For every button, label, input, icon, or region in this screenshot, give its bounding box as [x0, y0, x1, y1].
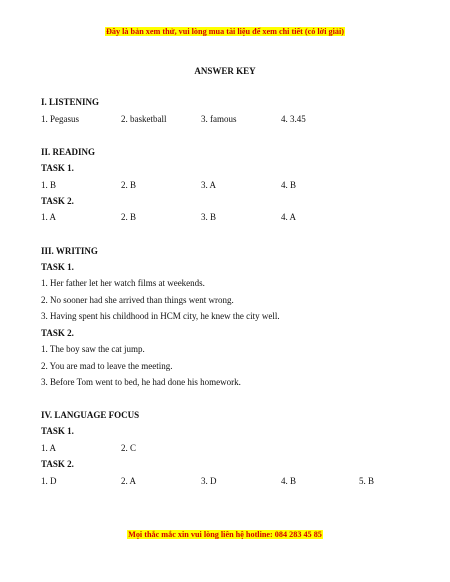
language-focus-task2-answer-5: 5. B: [359, 476, 375, 486]
language-focus-task1-answers-row: [41, 443, 421, 455]
language-focus-heading: IV. LANGUAGE FOCUS: [41, 410, 140, 420]
listening-answers-row: [41, 114, 421, 126]
reading-task1-answers-row: [41, 180, 421, 192]
language-focus-task2-answer-2: 2. A: [121, 476, 137, 486]
reading-task2-answer-2: 2. B: [121, 212, 137, 222]
language-focus-task2-answer-4: 4. B: [281, 476, 297, 486]
language-focus-task1-label: TASK 1.: [41, 426, 74, 436]
reading-task1-answer-2: 2. B: [121, 180, 137, 190]
writing-heading: III. WRITING: [41, 246, 98, 256]
reading-heading: II. READING: [41, 147, 96, 157]
reading-task1-answer-4: 4. B: [281, 180, 297, 190]
writing-task1-line-2: 2. No sooner had she arrived than things went wrong.: [41, 295, 234, 305]
language-focus-task2-label: TASK 2.: [41, 459, 74, 469]
reading-task1-label: TASK 1.: [41, 163, 74, 173]
reading-task1-answer-3: 3. A: [201, 180, 217, 190]
writing-task1-line-3: 3. Having spent his childhood in HCM city, he knew the city well.: [41, 311, 280, 321]
language-focus-task2-answers-row: [41, 476, 421, 488]
writing-task2-line-2: 2. You are mad to leave the meeting.: [41, 361, 173, 371]
listening-answer-2: 2. basketball: [121, 114, 167, 124]
listening-answer-1: 1. Pegasus: [41, 114, 79, 124]
reading-task2-label: TASK 2.: [41, 196, 74, 206]
writing-task2-line-1: 1. The boy saw the cat jump.: [41, 344, 145, 354]
reading-task1-answer-1: 1. B: [41, 180, 57, 190]
footer-notice-text: Mọi thắc mắc xin vui lòng liên hệ hotline: 084 283 45 85: [128, 530, 322, 539]
listening-answer-3: 3. famous: [201, 114, 237, 124]
language-focus-task1-answer-1: 1. A: [41, 443, 57, 453]
writing-task1-line-1: 1. Her father let her watch films at weekends.: [41, 278, 205, 288]
reading-task2-answers-row: [41, 212, 421, 224]
writing-task2-line-3: 3. Before Tom went to bed, he had done his homework.: [41, 377, 241, 387]
reading-task2-answer-4: 4. A: [281, 212, 297, 222]
listening-answer-4: 4. 3.45: [281, 114, 306, 124]
writing-task1-label: TASK 1.: [41, 262, 74, 272]
header-notice-text: Đây là bản xem thử, vui lòng mua tài liệu để xem chi tiết (có lời giải): [105, 27, 344, 36]
language-focus-task2-answer-1: 1. D: [41, 476, 57, 486]
writing-task2-label: TASK 2.: [41, 328, 74, 338]
footer-notice: [0, 530, 450, 539]
page-title: ANSWER KEY: [194, 66, 256, 76]
language-focus-task1-answer-2: 2. C: [121, 443, 137, 453]
listening-heading: I. LISTENING: [41, 97, 100, 107]
reading-task2-answer-3: 3. B: [201, 212, 217, 222]
language-focus-task2-answer-3: 3. D: [201, 476, 217, 486]
header-notice: [0, 27, 450, 36]
reading-task2-answer-1: 1. A: [41, 212, 57, 222]
